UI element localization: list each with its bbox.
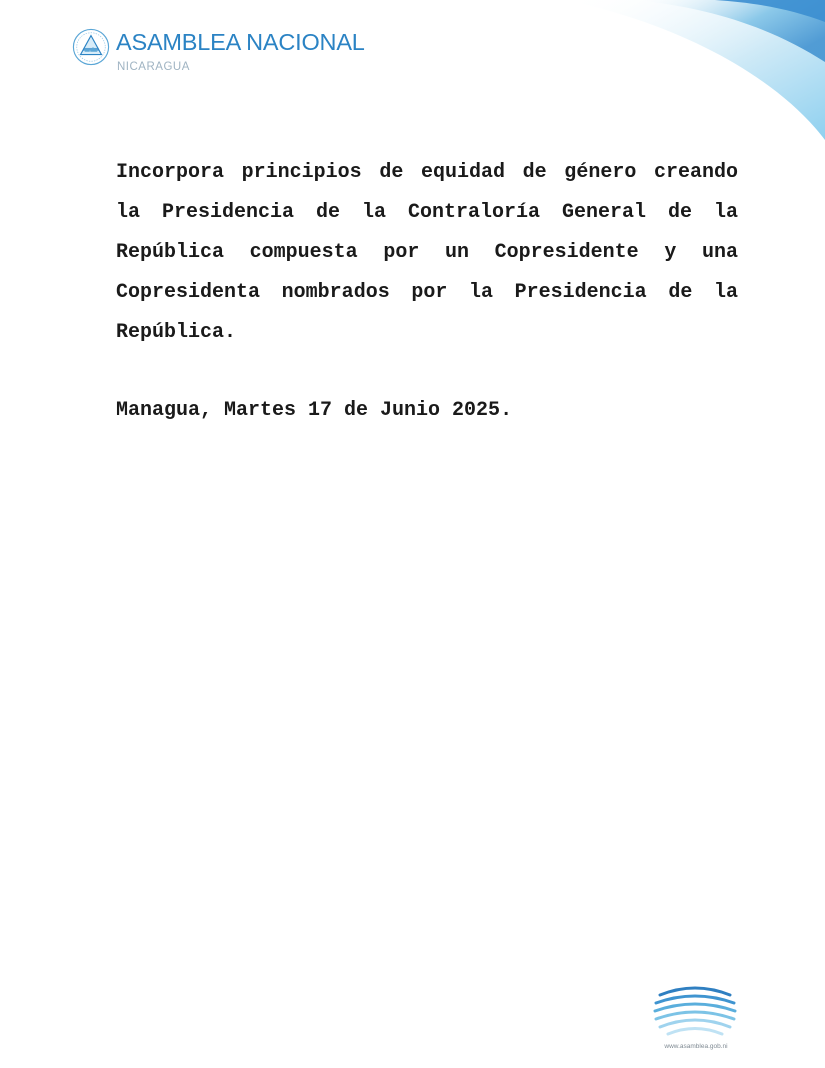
footer-website: www.asamblea.gob.ni [664,1043,728,1050]
nicaragua-coat-of-arms-icon [72,28,110,66]
document-summary: Incorpora principios de equidad de género creando la Presidencia de la Contraloría General de la República compuesta por un Copresidente y una Copresidenta nombrados por la Presidencia de la República. [116,161,738,344]
corner-wave-decoration [565,0,825,140]
assembly-hemicycle-icon [652,983,738,1039]
country-name: NICARAGUA [117,61,190,73]
institution-name: ASAMBLEA NACIONAL [116,29,365,55]
document-dateline: Managua, Martes 17 de Junio 2025. [116,399,513,422]
